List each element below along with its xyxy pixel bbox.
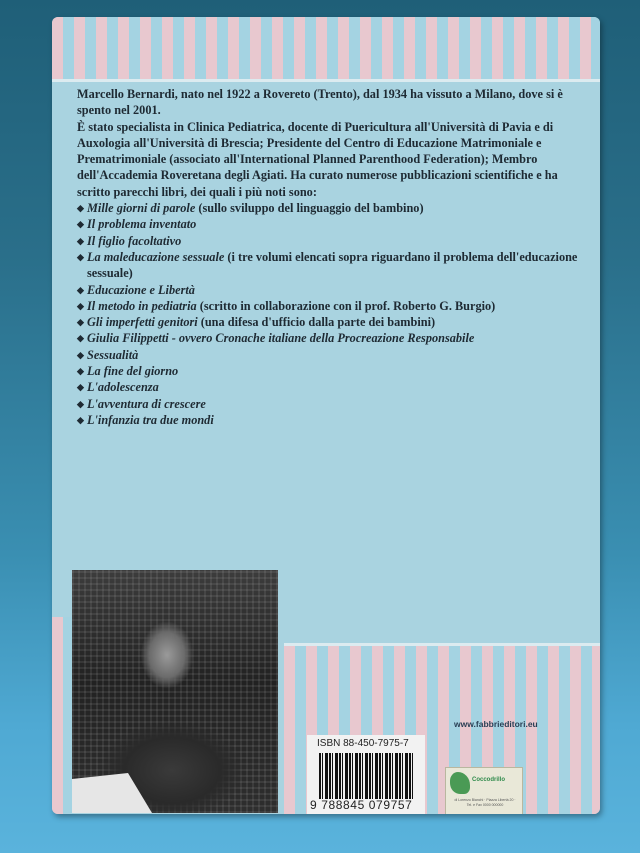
book-title: Il metodo in pediatria <box>87 298 197 313</box>
book-title: Giulia Filippetti - ovvero Cronache italiane della Procreazione Responsabile <box>87 331 475 346</box>
diamond-bullet-icon: ◆ <box>77 300 84 311</box>
diamond-bullet-icon: ◆ <box>77 349 84 360</box>
diamond-bullet-icon: ◆ <box>77 366 84 377</box>
book-title: Educazione e Libertà <box>87 282 195 297</box>
book-title: L'avventura di crescere <box>87 396 206 411</box>
diamond-bullet-icon: ◆ <box>77 414 84 425</box>
list-item <box>77 282 592 298</box>
diamond-bullet-icon: ◆ <box>77 235 84 246</box>
diamond-bullet-icon: ◆ <box>77 219 84 230</box>
book-title: L'infanzia tra due mondi <box>87 412 214 427</box>
list-item <box>77 347 592 363</box>
isbn-barcode-label <box>307 735 425 814</box>
book-title: L'adolescenza <box>87 380 159 395</box>
crocodile-logo-icon <box>450 772 470 794</box>
diamond-bullet-icon: ◆ <box>77 333 84 344</box>
list-item <box>77 298 592 314</box>
list-item <box>77 379 592 395</box>
author-bio <box>77 86 592 428</box>
book-note: (i tre volumi elencati sopra riguardano il problema dell'educazione sessuale) <box>87 249 578 281</box>
diamond-bullet-icon: ◆ <box>77 317 84 328</box>
book-title: Il problema inventato <box>87 217 197 232</box>
list-item <box>77 216 592 232</box>
list-item <box>77 330 592 346</box>
book-back-cover <box>52 17 600 814</box>
barcode-digits: 9 788845 079757 <box>310 798 413 812</box>
bio-paragraph-1: Marcello Bernardi, nato nel 1922 a Rovereto (Trento), dal 1934 ha vissuto a Milano, dove si è spento nel 2001. <box>77 87 563 118</box>
list-item <box>77 200 592 216</box>
sticker-brand: Coccodrillo <box>472 777 506 783</box>
list-item <box>77 249 592 282</box>
bio-paragraph-2: È stato specialista in Clinica Pediatrica, docente di Puericultura all'Università di Pavia e di Auxologia all'Università di Brescia; Presidente del Centro di Educazione Matrimoniale e Prematrimoniale (associato all'International Planned Parenthood Federation); Membro dell'Accademia Roveretana degli Agiati. Ha curato numerose pubblicazioni scientifiche e ha scritto parecchi libri, dei quali i più noti sono: <box>77 119 558 199</box>
book-title: Gli imperfetti genitori <box>87 315 198 330</box>
sticker-fine-print: di Lorenzo Bianchi · Piazza Libertà 20 · Tel. e Fax 0000 000000 <box>454 798 516 807</box>
diamond-bullet-icon: ◆ <box>77 203 84 214</box>
diamond-bullet-icon: ◆ <box>77 382 84 393</box>
author-photo <box>72 570 278 813</box>
book-title: Il figlio facoltativo <box>87 233 182 248</box>
list-item <box>77 363 592 379</box>
top-stripe-band <box>52 17 600 82</box>
isbn-number: ISBN 88-450-7975-7 <box>317 738 409 749</box>
list-item <box>77 314 592 330</box>
book-list <box>77 200 592 428</box>
book-note: (scritto in collaborazione con il prof. Roberto G. Burgio) <box>196 298 496 313</box>
book-title: La fine del giorno <box>87 364 179 379</box>
publisher-url: www.fabbrieditori.eu <box>454 719 538 729</box>
diamond-bullet-icon: ◆ <box>77 398 84 409</box>
left-stripe-strip <box>52 617 74 814</box>
list-item <box>77 396 592 412</box>
barcode-icon <box>319 753 415 799</box>
book-title: La maleducazione sessuale <box>87 249 225 264</box>
photo-paper-sheet <box>72 773 152 813</box>
list-item <box>77 233 592 249</box>
book-title: Sessualità <box>87 347 139 362</box>
book-title: Mille giorni di parole <box>87 201 196 216</box>
diamond-bullet-icon: ◆ <box>77 251 84 262</box>
diamond-bullet-icon: ◆ <box>77 284 84 295</box>
book-note: (una difesa d'ufficio dalla parte dei bambini) <box>197 315 436 330</box>
bookstore-sticker <box>445 767 523 814</box>
book-note: (sullo sviluppo del linguaggio del bambino) <box>195 201 424 216</box>
list-item <box>77 412 592 428</box>
